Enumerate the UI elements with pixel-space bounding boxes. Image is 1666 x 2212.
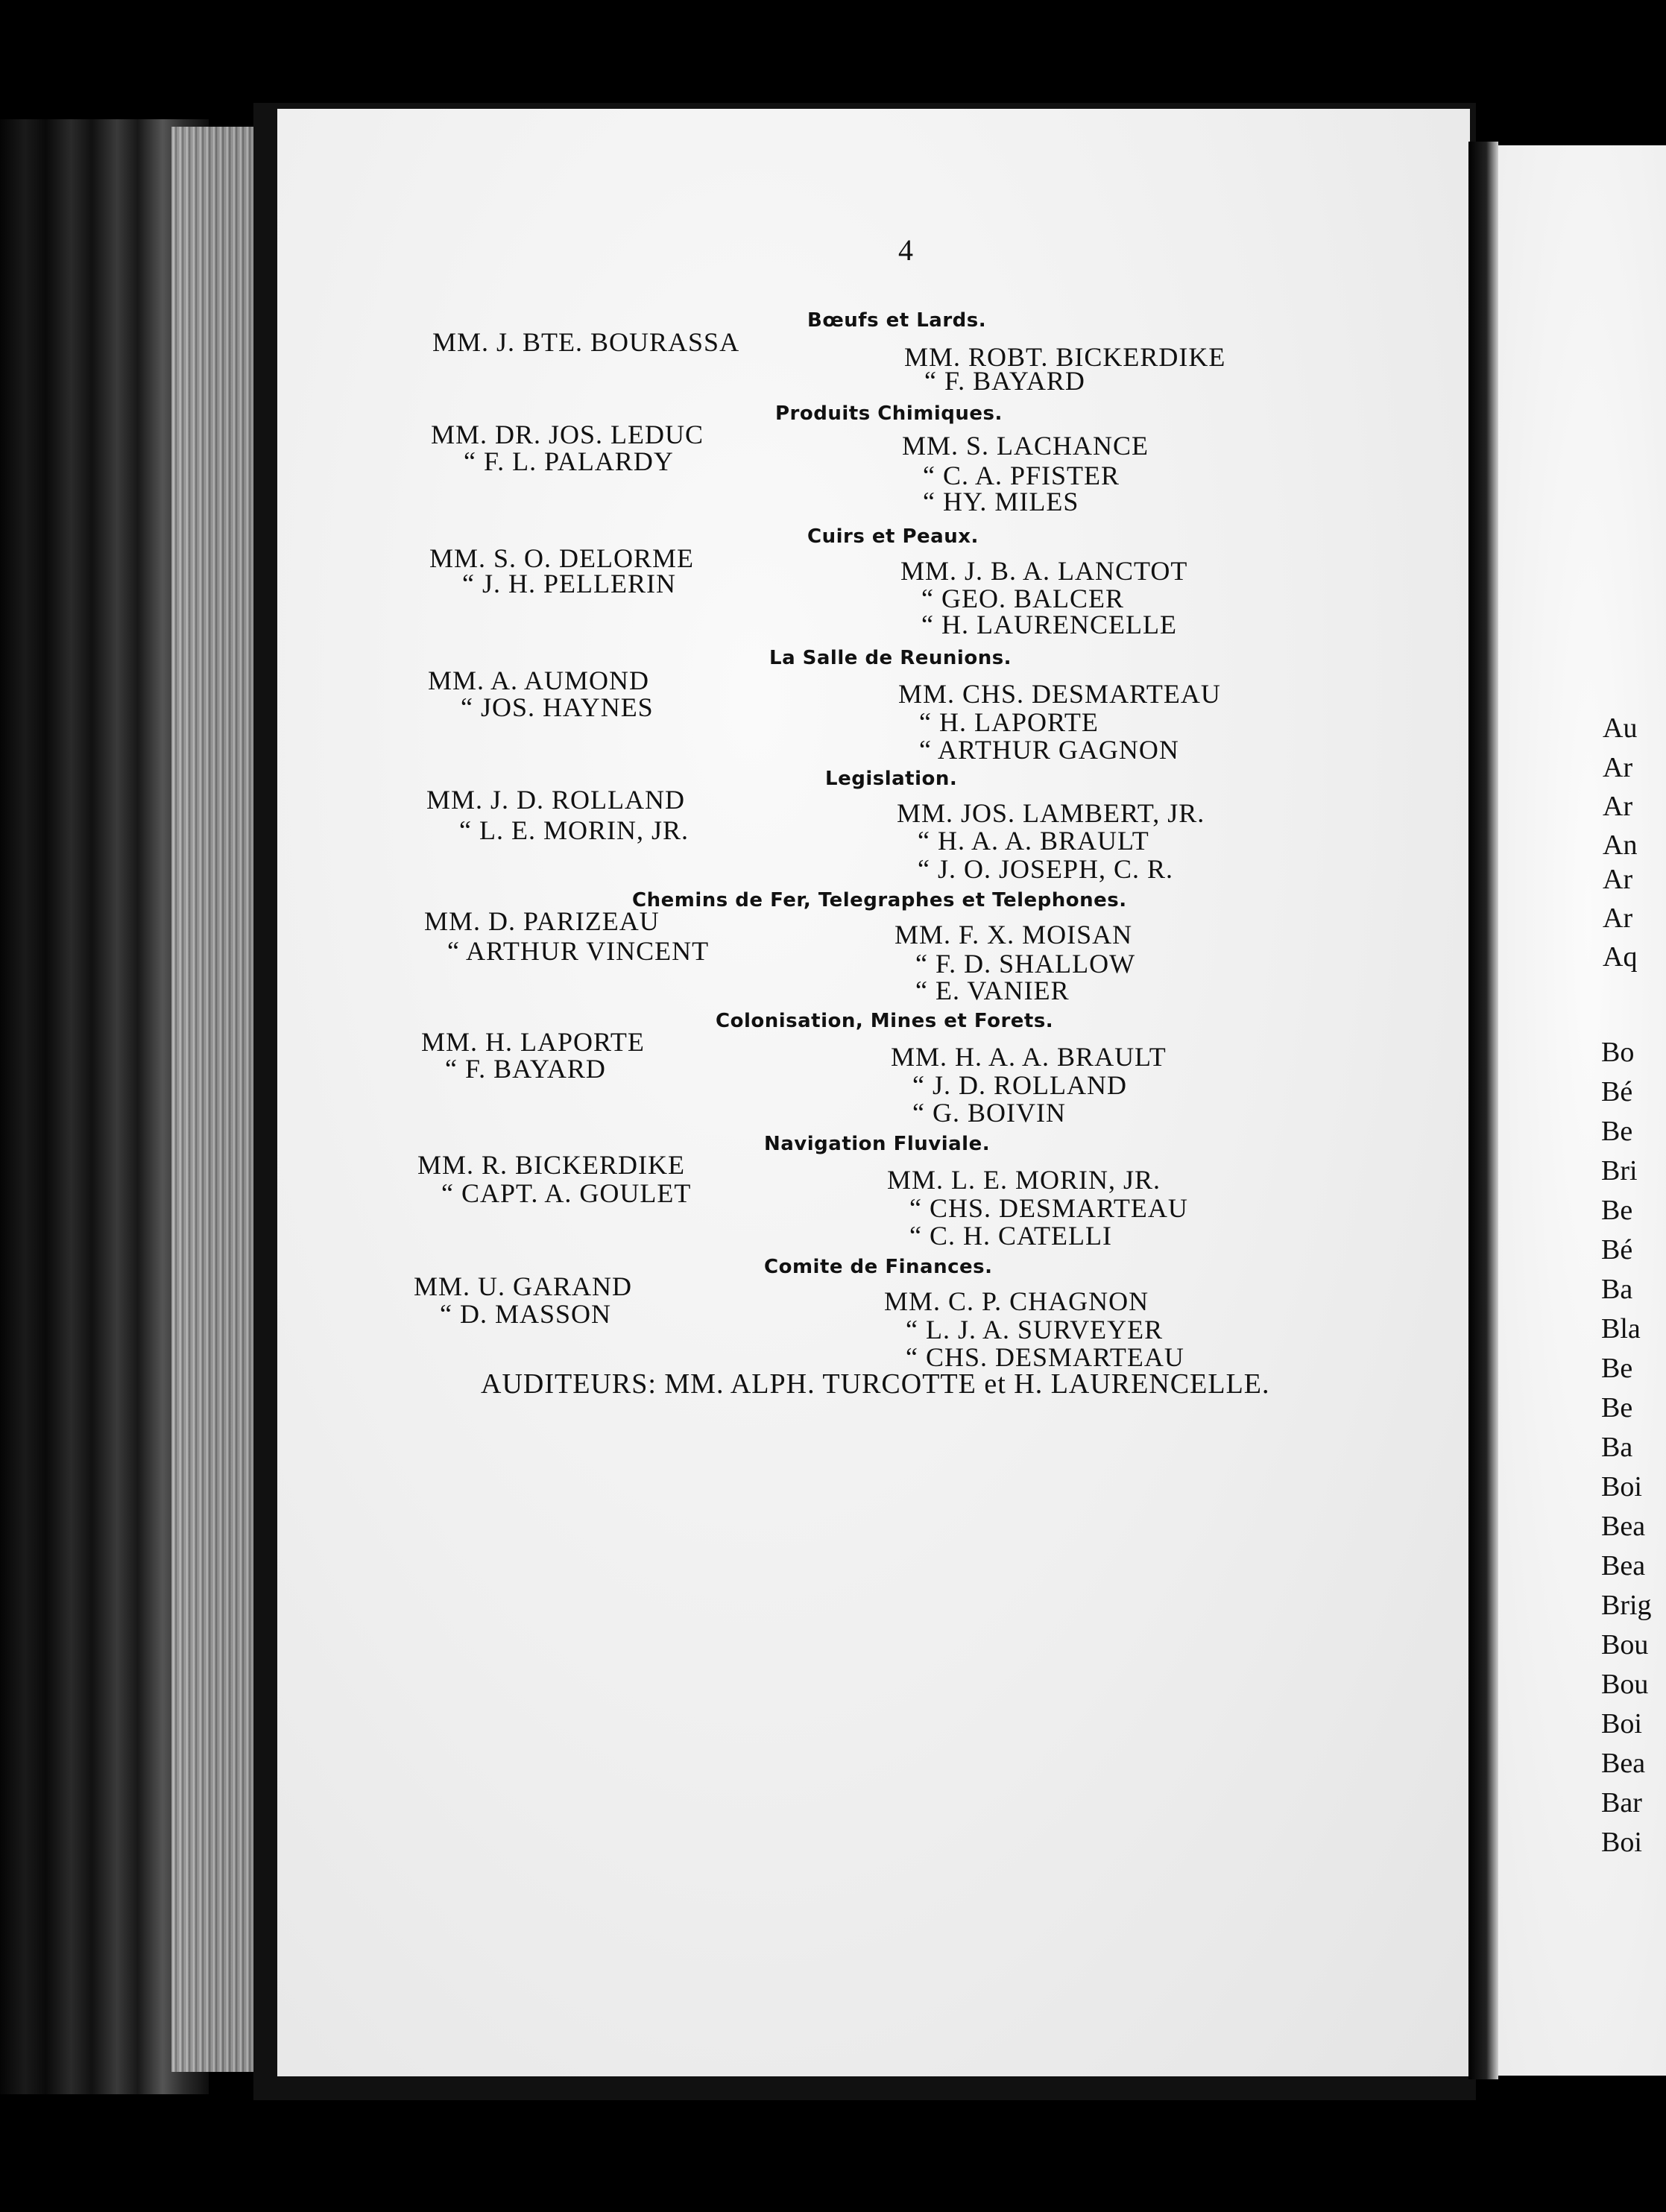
right-member-line: MM. F. X. MOISAN: [894, 920, 1133, 949]
right-member-line: “ L. J. A. SURVEYER: [906, 1315, 1164, 1344]
left-member-line: “ F. L. PALARDY: [464, 446, 674, 476]
right-member-line: “ G. BOIVIN: [912, 1098, 1066, 1128]
left-member-line: “ D. MASSON: [440, 1299, 612, 1329]
right-member-line: “ J. O. JOSEPH, C. R.: [918, 854, 1174, 884]
right-page-fragment: Bou: [1601, 1629, 1649, 1660]
page-number: 4: [898, 233, 913, 267]
right-member-line: MM. ROBT. BICKERDIKE: [904, 342, 1226, 372]
right-page-fragment: Au: [1603, 712, 1638, 744]
right-member-line: MM. H. A. A. BRAULT: [891, 1042, 1167, 1072]
right-page-fragment: Ba: [1601, 1274, 1633, 1305]
committee-heading: Chemins de Fer, Telegraphes et Telephones.: [632, 889, 1127, 911]
right-page-fragment: Brig: [1601, 1590, 1652, 1621]
right-member-line: “ C. H. CATELLI: [909, 1221, 1112, 1251]
right-member-line: “ CHS. DESMARTEAU: [909, 1193, 1188, 1223]
left-member-line: MM. S. O. DELORME: [429, 543, 695, 573]
right-member-line: “ HY. MILES: [923, 487, 1079, 516]
right-member-line: “ H. A. A. BRAULT: [918, 826, 1149, 856]
auditeurs-line: AUDITEURS: MM. ALPH. TURCOTTE et H. LAURENCELLE.: [481, 1368, 1270, 1400]
right-page-fragment: Bo: [1601, 1037, 1635, 1068]
right-member-line: MM. CHS. DESMARTEAU: [898, 679, 1221, 709]
committee-heading: Comite de Finances.: [764, 1256, 993, 1278]
left-member-line: “ JOS. HAYNES: [461, 692, 654, 722]
right-page-fragment: Bar: [1601, 1787, 1642, 1818]
committee-heading: Navigation Fluviale.: [764, 1133, 991, 1155]
right-page-fragment: An: [1603, 829, 1638, 861]
right-member-line: “ CHS. DESMARTEAU: [906, 1342, 1184, 1372]
right-page-fragment: Boi: [1601, 1708, 1642, 1739]
committee-heading: Bœufs et Lards.: [807, 309, 987, 332]
right-member-line: “ J. D. ROLLAND: [912, 1070, 1127, 1100]
right-member-line: “ GEO. BALCER: [921, 584, 1124, 613]
book-gutter: [1468, 142, 1498, 2079]
right-member-line: “ H. LAPORTE: [919, 707, 1099, 737]
committee-heading: Colonisation, Mines et Forets.: [716, 1010, 1054, 1032]
right-page-fragment: Ar: [1603, 791, 1633, 822]
page-stack-edge: [171, 127, 253, 2072]
right-member-line: “ H. LAURENCELLE: [921, 610, 1177, 639]
right-member-line: MM. S. LACHANCE: [902, 431, 1149, 461]
committee-heading: Produits Chimiques.: [775, 402, 1003, 425]
right-page-fragment: Ba: [1601, 1432, 1633, 1463]
right-page-fragment: Aq: [1603, 941, 1638, 973]
left-member-line: MM. R. BICKERDIKE: [417, 1150, 686, 1180]
right-page-fragment: Be: [1601, 1353, 1633, 1384]
right-member-line: MM. JOS. LAMBERT, JR.: [897, 798, 1205, 828]
right-page-fragment: Ar: [1603, 903, 1633, 934]
left-member-line: “ J. H. PELLERIN: [462, 569, 676, 598]
right-member-line: MM. L. E. MORIN, JR.: [887, 1165, 1161, 1195]
right-page-fragment: Bla: [1601, 1313, 1641, 1344]
right-page-fragment: Be: [1601, 1195, 1633, 1226]
left-member-line: “ F. BAYARD: [445, 1054, 606, 1084]
left-member-line: MM. H. LAPORTE: [421, 1027, 645, 1057]
right-page-fragment: Bri: [1601, 1155, 1638, 1186]
right-member-line: “ ARTHUR GAGNON: [919, 735, 1179, 765]
left-member-line: MM. D. PARIZEAU: [424, 906, 660, 936]
right-page-fragment: Be: [1601, 1116, 1633, 1147]
right-page-fragment: Bou: [1601, 1669, 1649, 1700]
right-page-fragment: Boi: [1601, 1471, 1642, 1502]
left-member-line: MM. DR. JOS. LEDUC: [431, 420, 704, 449]
left-member-line: MM. A. AUMOND: [428, 666, 650, 695]
right-page-fragment: Bea: [1601, 1748, 1646, 1779]
left-member-line: “ CAPT. A. GOULET: [441, 1178, 692, 1208]
left-member-line: MM. U. GARAND: [414, 1271, 633, 1301]
right-page-fragment: Bé: [1601, 1076, 1633, 1107]
right-member-line: “ F. D. SHALLOW: [915, 949, 1136, 979]
left-member-line: MM. J. D. ROLLAND: [426, 785, 686, 815]
right-page-fragment: Bea: [1601, 1511, 1646, 1542]
right-page-fragment: Bé: [1601, 1234, 1633, 1265]
committee-heading: Legislation.: [825, 768, 958, 790]
committee-heading: La Salle de Reunions.: [769, 647, 1012, 669]
right-page-fragment: Bea: [1601, 1550, 1646, 1581]
right-page-fragment: Be: [1601, 1392, 1633, 1423]
left-member-line: “ L. E. MORIN, JR.: [459, 815, 689, 845]
right-member-line: “ F. BAYARD: [924, 366, 1085, 396]
right-page-fragment: Boi: [1601, 1827, 1642, 1858]
committee-heading: Cuirs et Peaux.: [807, 525, 979, 548]
right-page-fragment: Ar: [1603, 752, 1633, 783]
right-member-line: MM. C. P. CHAGNON: [884, 1286, 1149, 1316]
right-page-fragment: Ar: [1603, 864, 1633, 895]
left-member-line: MM. J. BTE. BOURASSA: [432, 327, 740, 357]
right-member-line: “ C. A. PFISTER: [923, 461, 1120, 490]
right-member-line: MM. J. B. A. LANCTOT: [900, 556, 1188, 586]
left-member-line: “ ARTHUR VINCENT: [447, 936, 710, 966]
right-member-line: “ E. VANIER: [915, 976, 1070, 1005]
